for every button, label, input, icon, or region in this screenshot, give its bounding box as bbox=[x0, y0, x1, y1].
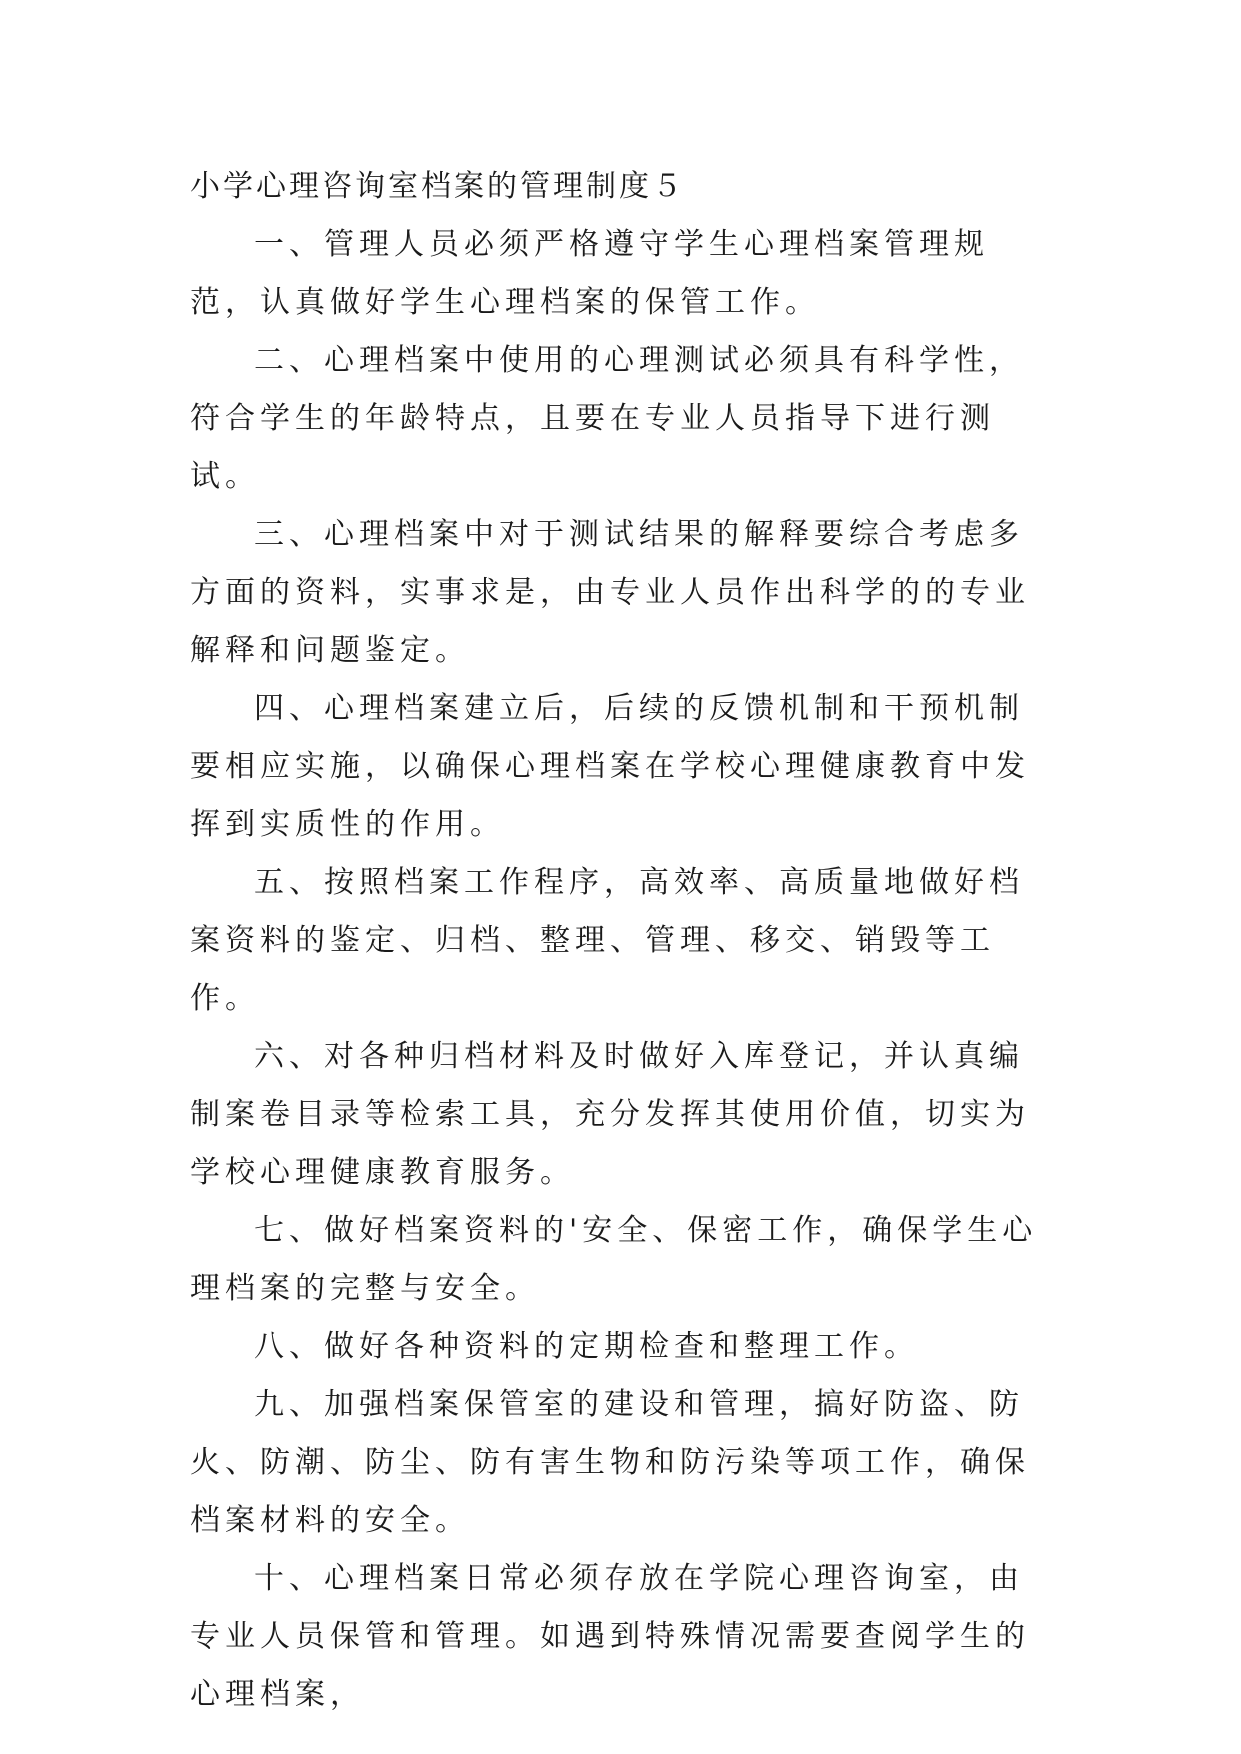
paragraph-3: 三、心理档案中对于测试结果的解释要综合考虑多方面的资料，实事求是，由专业人员作出科学的的专业解释和问题鉴定。 bbox=[190, 517, 1030, 668]
paragraph-1: 一、管理人员必须严格遵守学生心理档案管理规范，认真做好学生心理档案的保管工作。 bbox=[190, 227, 989, 320]
paragraph-2: 二、心理档案中使用的心理测试必须具有科学性，符合学生的年龄特点，且要在专业人员指导下进行测试。 bbox=[190, 343, 1024, 494]
paragraph-8: 八、做好各种资料的定期检查和整理工作。 bbox=[254, 1329, 919, 1364]
paragraph-9: 九、加强档案保管室的建设和管理，搞好防盗、防火、防潮、防尘、防有害生物和防污染等项工作，确保档案材料的安全。 bbox=[190, 1387, 1030, 1538]
paragraph-10: 十、心理档案日常必须存放在学院心理咨询室，由专业人员保管和管理。如遇到特殊情况需要查阅学生的心理档案， bbox=[190, 1561, 1030, 1712]
paragraph-6: 六、对各种归档材料及时做好入库登记，并认真编制案卷目录等检索工具，充分发挥其使用价值，切实为学校心理健康教育服务。 bbox=[190, 1039, 1030, 1190]
document-page bbox=[190, 158, 1055, 1724]
paragraph-7: 七、做好档案资料的'安全、保密工作，确保学生心理档案的完整与安全。 bbox=[190, 1213, 1038, 1306]
paragraph-4: 四、心理档案建立后，后续的反馈机制和干预机制要相应实施，以确保心理档案在学校心理健康教育中发挥到实质性的作用。 bbox=[190, 691, 1030, 842]
document-title: 小学心理咨询室档案的管理制度５ bbox=[190, 169, 685, 204]
paragraph-5: 五、按照档案工作程序，高效率、高质量地做好档案资料的鉴定、归档、整理、管理、移交、销毁等工作。 bbox=[190, 865, 1024, 1016]
